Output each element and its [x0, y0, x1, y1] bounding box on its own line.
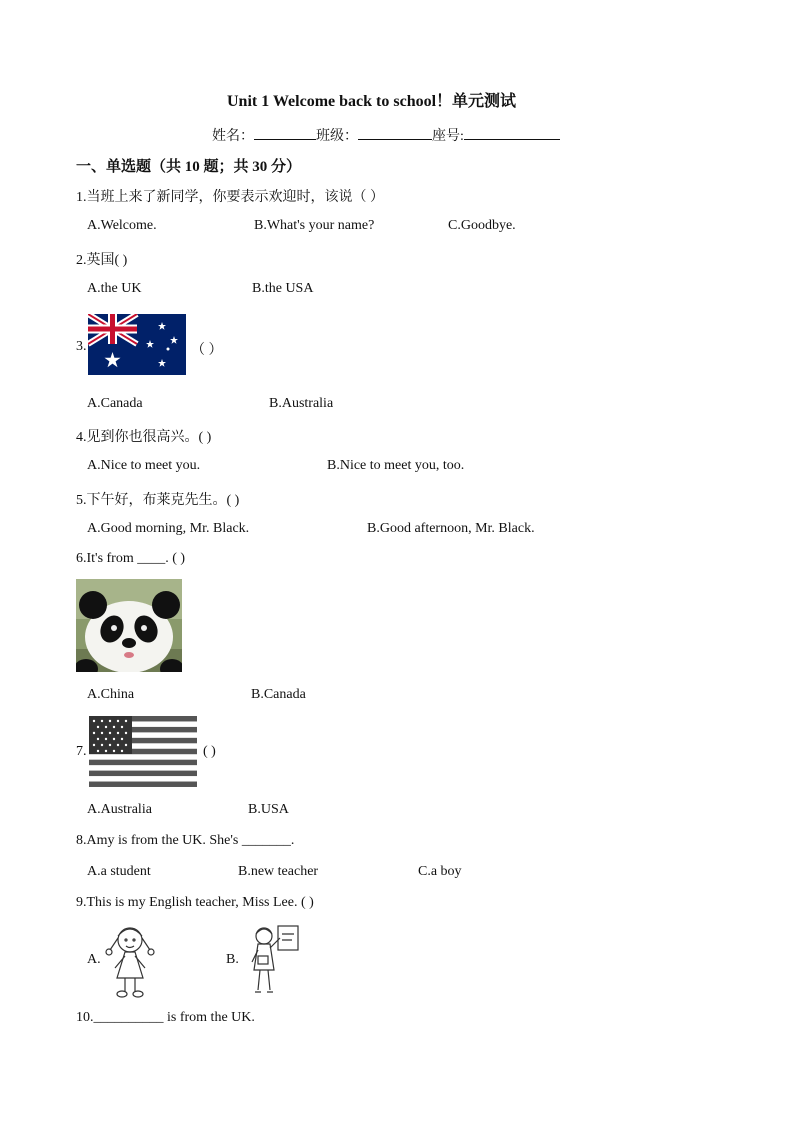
section-header: 一、单选题（共 10 题；共 30 分） — [76, 159, 302, 175]
q5-option-b[interactable]: B.Good afternoon, Mr. Black. — [367, 521, 535, 536]
q6-option-a[interactable]: A.China — [87, 687, 135, 702]
q5-option-a[interactable]: A.Good morning, Mr. Black. — [87, 521, 250, 536]
q3-option-b[interactable]: B.Australia — [269, 396, 334, 411]
question-3-paren: （ ） — [191, 343, 223, 358]
name-blank[interactable] — [254, 125, 316, 140]
question-6: 6.It's from ____. ( ) — [76, 551, 186, 566]
q7-option-a[interactable]: A.Australia — [87, 802, 152, 817]
girl-drawing — [103, 922, 157, 1000]
usa-flag-icon — [89, 716, 197, 787]
q2-option-b[interactable]: B.the USA — [252, 281, 314, 296]
question-4: 4.见到你也很高兴。( ) — [76, 430, 212, 445]
q8-option-c[interactable]: C.a boy — [418, 864, 462, 879]
panda-image — [76, 579, 182, 672]
question-5: 5.下午好，布莱克先生。( ) — [76, 493, 240, 508]
q2-option-a[interactable]: A.the UK — [87, 281, 142, 296]
question-3-number: 3. — [76, 339, 87, 354]
australia-flag-icon — [88, 314, 186, 375]
class-label: 班级： — [316, 129, 358, 144]
q1-option-c[interactable]: C.Goodbye. — [448, 218, 516, 233]
q3-option-a[interactable]: A.Canada — [87, 396, 143, 411]
seat-blank[interactable] — [464, 125, 560, 140]
seat-label: 座号: — [432, 129, 464, 144]
q8-option-b[interactable]: B.new teacher — [238, 864, 319, 879]
q1-option-a[interactable]: A.Welcome. — [87, 218, 157, 233]
name-label: 姓名： — [212, 129, 254, 144]
student-info — [212, 125, 560, 145]
question-2: 2.英国( ) — [76, 253, 128, 268]
question-1: 1.当班上来了新同学，你要表示欢迎时，该说（ ） — [76, 190, 384, 205]
teacher-drawing — [246, 922, 300, 998]
q8-option-a[interactable]: A.a student — [87, 864, 151, 879]
q6-option-b[interactable]: B.Canada — [251, 687, 306, 702]
q9-option-a[interactable]: A. — [87, 952, 101, 967]
q9-option-b[interactable]: B. — [226, 952, 239, 967]
q4-option-b[interactable]: B.Nice to meet you, too. — [327, 458, 465, 473]
q7-option-b[interactable]: B.USA — [248, 802, 289, 817]
question-7-number: 7. — [76, 744, 87, 759]
question-9: 9.This is my English teacher, Miss Lee. ( ) — [76, 895, 314, 910]
question-7-paren: ( ) — [203, 744, 216, 759]
page-title: Unit 1 Welcome back to school！单元测试 — [227, 93, 517, 110]
question-10: 10.__________ is from the UK. — [76, 1010, 255, 1025]
q4-option-a[interactable]: A.Nice to meet you. — [87, 458, 201, 473]
q1-option-b[interactable]: B.What's your name? — [254, 218, 375, 233]
class-blank[interactable] — [358, 125, 432, 140]
question-8: 8.Amy is from the UK. She's _______. — [76, 833, 295, 848]
